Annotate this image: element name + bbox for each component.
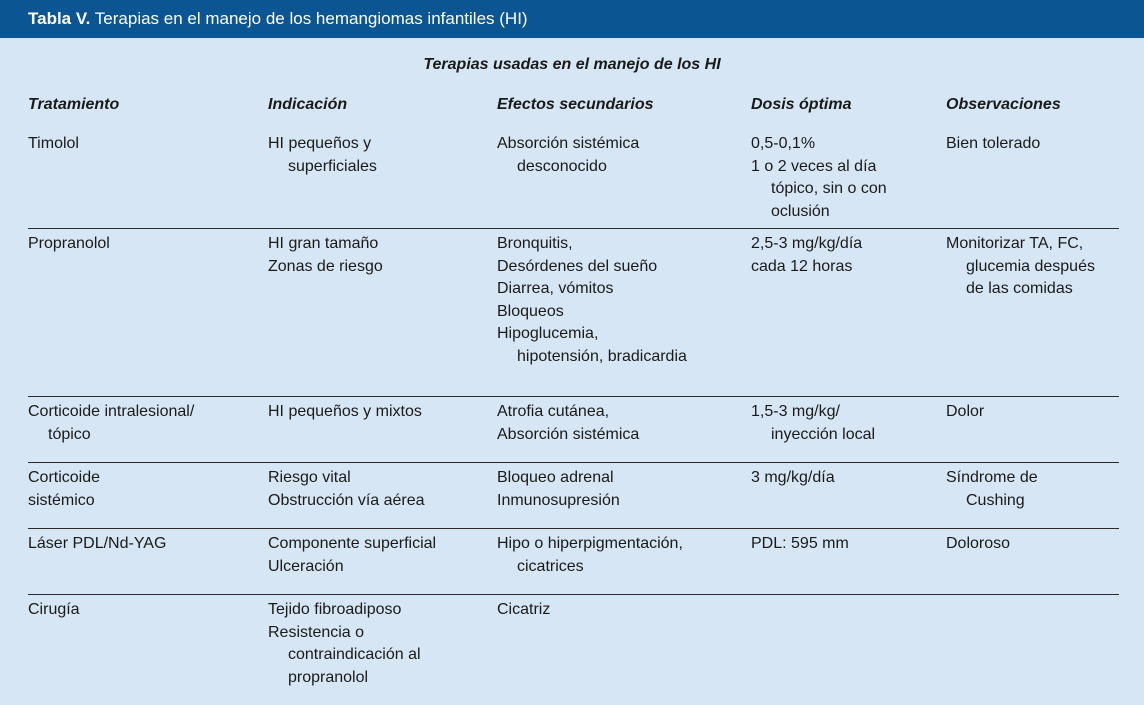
cell-efectos-secundarios [497,401,732,446]
cell-line: Resistencia o [268,623,365,641]
cell-dosis-optima [751,533,926,556]
cell-line: superficiales [288,157,377,175]
cell-line: 0,5-0,1% [751,135,816,152]
cell-line: 3 mg/kg/día [751,469,835,486]
cell-line: HI gran tamaño [268,235,379,252]
cell-line: propranolol [288,668,369,686]
cell-tratamiento [28,599,248,622]
cell-line: Cicatriz [497,601,551,618]
cell-tratamiento [28,233,248,256]
cell-indicacion [268,533,478,578]
cell-observaciones [946,533,1136,556]
cell-line: Corticoide intralesional/ [28,403,195,420]
cell-line: Ulceración [268,557,344,575]
cell-efectos-secundarios [497,533,732,578]
header-observaciones: Observaciones [946,96,1061,113]
cell-efectos-secundarios [497,599,732,622]
table-panel [0,38,1144,705]
cell-line: Hipoglucemia, [497,325,599,342]
cell-line: contraindicación al [288,646,421,663]
cell-indicacion [268,467,478,512]
cell-dosis-optima [751,233,926,278]
cell-efectos-secundarios [497,233,732,368]
cell-line: Bloqueo adrenal [497,469,614,486]
cell-line: Timolol [28,135,79,152]
cell-line: Inmunosupresión [497,491,620,509]
table-title-bar [0,0,1144,38]
cell-line: Monitorizar TA, FC, [946,235,1084,252]
row-divider [28,462,1119,463]
cell-line: Doloroso [946,535,1011,552]
cell-dosis-optima [751,467,926,490]
cell-line: hipotensión, bradicardia [517,347,687,365]
cell-line: HI pequeños y [268,135,372,152]
cell-line: tópico [48,425,91,443]
cell-line: Diarrea, vómitos [497,280,614,297]
cell-observaciones [946,401,1136,424]
header-dosis-optima: Dosis óptima [751,96,852,113]
cell-line: desconocido [517,157,607,175]
cell-observaciones [946,133,1136,156]
header-tratamiento: Tratamiento [28,96,120,113]
cell-line: Atrofia cutánea, [497,403,610,420]
cell-line: Componente superficial [268,535,437,552]
cell-line: oclusión [771,202,830,220]
cell-line: Corticoide [28,469,101,486]
cell-indicacion [268,401,478,424]
cell-line: Bronquitis, [497,235,573,252]
cell-tratamiento [28,467,248,512]
cell-line: Bloqueos [497,302,564,320]
cell-tratamiento [28,401,248,446]
cell-observaciones [946,233,1136,301]
cell-indicacion [268,233,478,278]
cell-line: Dolor [946,403,985,420]
cell-line: 1 o 2 veces al día [751,157,877,175]
cell-efectos-secundarios [497,133,732,178]
cell-dosis-optima [751,133,926,223]
cell-line: Zonas de riesgo [268,257,383,275]
cell-line: Absorción sistémica [497,135,640,152]
row-divider [28,228,1119,229]
row-divider [28,528,1119,529]
cell-line: cada 12 horas [751,257,853,275]
cell-line: Láser PDL/Nd-YAG [28,535,167,552]
cell-line: tópico, sin o con [771,180,887,197]
header-indicacion: Indicación [268,96,348,113]
table-label: Tabla V. [28,9,91,28]
cell-line: inyección local [771,425,876,443]
cell-line: Propranolol [28,235,110,252]
cell-indicacion [268,599,478,689]
cell-dosis-optima [751,401,926,446]
table-header-row [0,94,1144,116]
cell-line: Síndrome de [946,469,1038,486]
cell-line: 2,5-3 mg/kg/día [751,235,863,252]
cell-tratamiento [28,133,248,156]
header-efectos-secundarios: Efectos secundarios [497,96,654,113]
table-subtitle: Terapias usadas en el manejo de los HI [423,56,721,73]
cell-line: cicatrices [517,557,584,575]
cell-line: Tejido fibroadiposo [268,601,402,618]
cell-tratamiento [28,533,248,556]
cell-observaciones [946,467,1136,512]
cell-line: Cushing [966,491,1025,509]
cell-line: Hipo o hiperpigmentación, [497,535,683,552]
cell-line: de las comidas [966,280,1073,297]
table-caption: Terapias en el manejo de los hemangiomas infantiles (HI) [94,9,528,28]
cell-line: 1,5-3 mg/kg/ [751,403,840,420]
cell-line: glucemia después [966,257,1095,275]
cell-line: Riesgo vital [268,469,351,486]
cell-indicacion [268,133,478,178]
cell-line: PDL: 595 mm [751,535,849,552]
row-divider [28,594,1119,595]
cell-line: Desórdenes del sueño [497,257,658,275]
cell-line: Bien tolerado [946,135,1041,152]
cell-line: HI pequeños y mixtos [268,403,422,420]
cell-line: Cirugía [28,601,80,618]
cell-efectos-secundarios [497,467,732,512]
cell-line: Obstrucción vía aérea [268,491,425,509]
cell-line: sistémico [28,491,95,509]
row-divider [28,396,1119,397]
cell-line: Absorción sistémica [497,425,640,443]
